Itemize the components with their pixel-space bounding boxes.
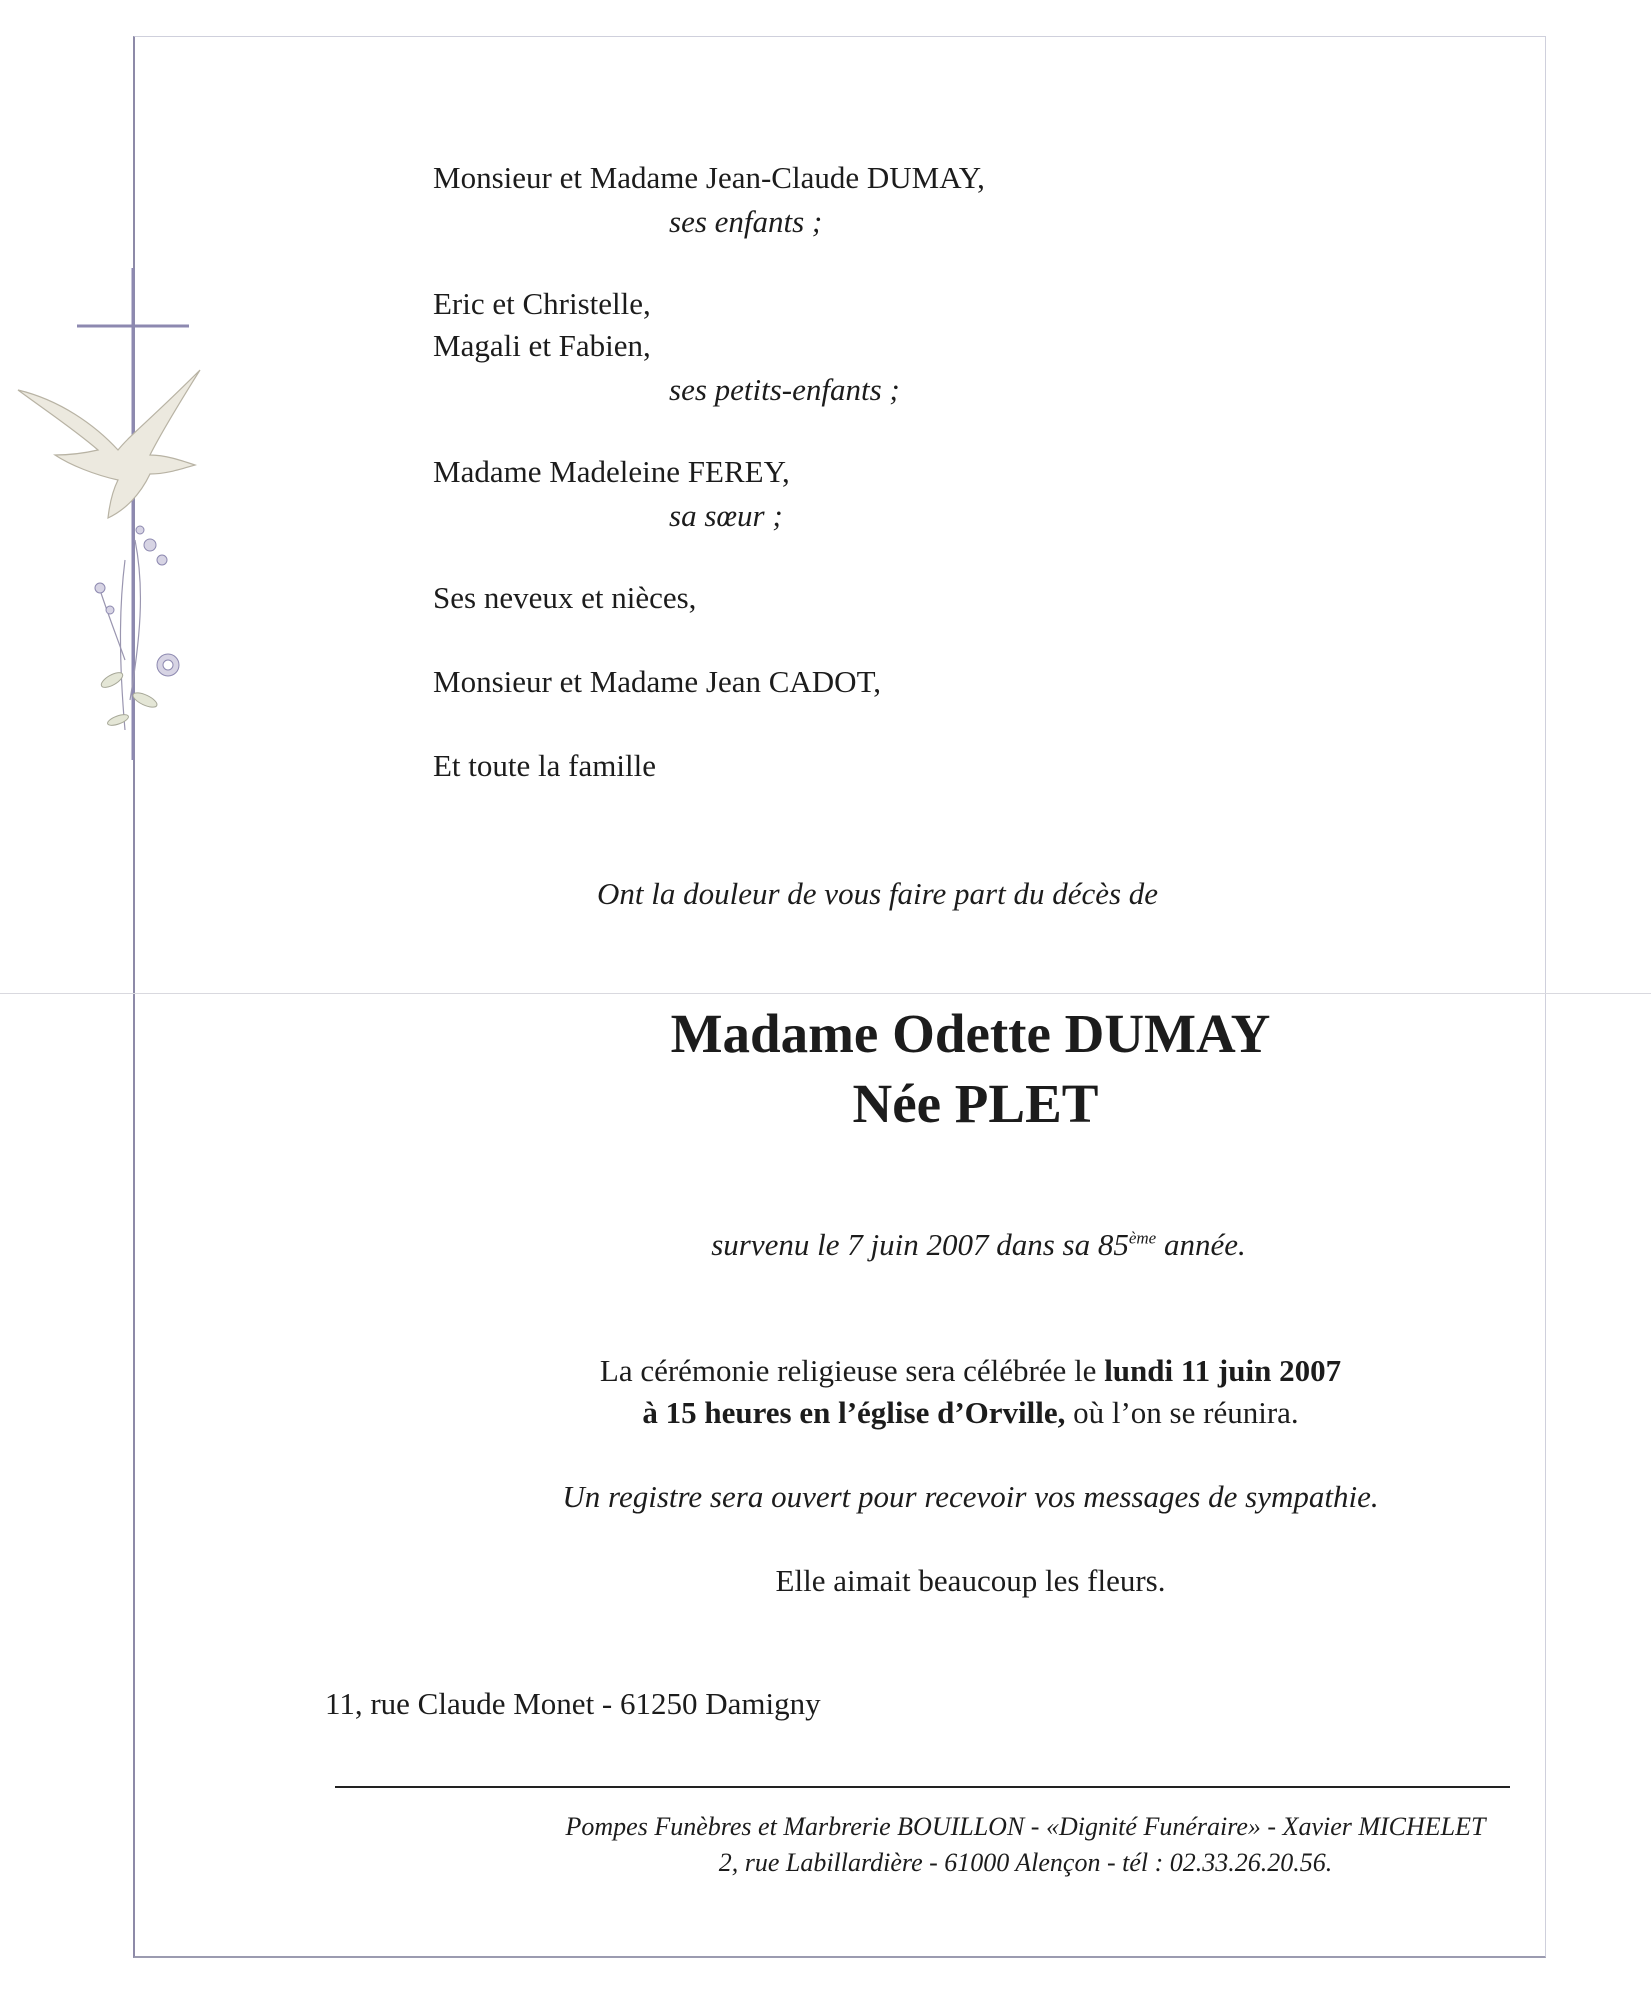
- grandchild-line-2: Magali et Fabien,: [433, 328, 651, 363]
- all-family-line: Et toute la famille: [433, 748, 656, 783]
- nephews-line: Ses neveux et nièces,: [433, 580, 697, 615]
- deceased-maiden-name: Née PLET: [852, 1073, 1099, 1134]
- ceremony-line-2: [0, 1392, 1651, 1434]
- footer-line-1: Pompes Funèbres et Marbrerie BOUILLON - «Dignité Funéraire» - Xavier MICHELET: [565, 1812, 1486, 1841]
- children-label: ses enfants ;: [669, 204, 823, 239]
- ceremony-place: à 15 heures en l’église d’Orville,: [642, 1395, 1066, 1430]
- sister-label: sa sœur ;: [669, 498, 783, 533]
- ceremony-line-2-end: où l’on se réunira.: [1065, 1395, 1299, 1430]
- cadot-line: Monsieur et Madame Jean CADOT,: [433, 664, 881, 699]
- fold-line: [0, 993, 1651, 994]
- cross-dove-flowers-icon: [0, 260, 260, 780]
- address-line: 11, rue Claude Monet - 61250 Damigny: [325, 1686, 821, 1721]
- grandchild-line-1: Eric et Christelle,: [433, 286, 651, 321]
- footer-line-2: 2, rue Labillardière - 61000 Alençon - tél : 02.33.26.20.56.: [718, 1848, 1333, 1877]
- ceremony-line-1-start: La cérémonie religieuse sera célébrée le: [599, 1353, 1105, 1388]
- deceased-name: Madame Odette DUMAY: [670, 1003, 1271, 1064]
- death-prefix: survenu le 7 juin 2007 dans sa 85: [711, 1227, 1129, 1262]
- flowers-line: Elle aimait beaucoup les fleurs.: [775, 1563, 1166, 1598]
- card-border: [133, 36, 1546, 1958]
- footer-divider: [335, 1786, 1510, 1788]
- death-suffix: année.: [1156, 1227, 1246, 1262]
- announcement-line: Ont la douleur de vous faire part du décès de: [597, 876, 1159, 911]
- death-line: [0, 1224, 1651, 1266]
- sister-line: Madame Madeleine FEREY,: [433, 454, 790, 489]
- register-line: Un registre sera ouvert pour recevoir vos messages de sympathie.: [562, 1479, 1379, 1514]
- death-superscript: ème: [1128, 1228, 1157, 1248]
- grandchildren-label: ses petits-enfants ;: [669, 372, 900, 407]
- children-line: Monsieur et Madame Jean-Claude DUMAY,: [433, 160, 985, 195]
- ceremony-date: lundi 11 juin 2007: [1104, 1353, 1342, 1388]
- ceremony-line-1: [0, 1350, 1651, 1392]
